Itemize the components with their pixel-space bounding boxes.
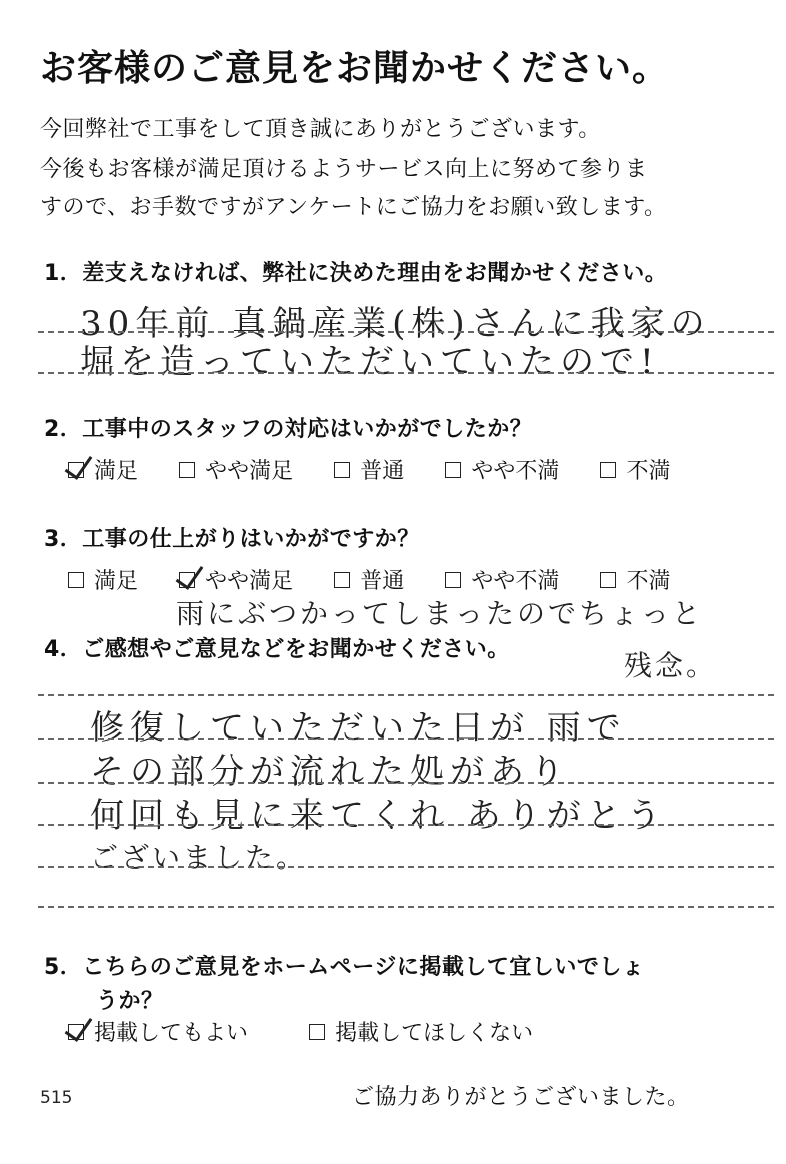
page-title: お客様のご意見をお聞かせください。: [40, 48, 670, 89]
question-3-margin-note-line-1: 雨にぶつかってしまったのでちょっと: [176, 597, 704, 630]
q3-option-somewhat-dissatisfied[interactable]: [445, 564, 559, 595]
checkbox[interactable]: [445, 462, 461, 478]
q3-option-dissatisfied[interactable]: [600, 564, 670, 595]
q5-option-allow[interactable]: [68, 1016, 248, 1047]
question-2-options: [68, 454, 670, 485]
answer-line-divider: [38, 694, 774, 696]
q5-option-disallow[interactable]: [309, 1016, 533, 1047]
question-2-label: 2．工事中のスタッフの対応はいかがでしたか？: [44, 417, 533, 442]
option-label: 掲載してほしくない: [335, 1021, 534, 1046]
q2-option-somewhat-satisfied[interactable]: [179, 454, 293, 485]
checkbox[interactable]: [334, 572, 350, 588]
answer-line-divider: [38, 906, 774, 908]
q3-option-satisfied[interactable]: [68, 564, 138, 595]
question-4-answer-line-1: 修復していただいた日が 雨で: [90, 708, 627, 748]
answer-line-divider: [38, 331, 774, 333]
question-1-label: 1．差支えなければ、弊社に決めた理由をお聞かせください。: [44, 261, 668, 286]
question-5-label-line-1: 5．こちらのご意見をホームページに掲載して宜しいでしょ: [44, 955, 645, 980]
checkbox[interactable]: [334, 462, 350, 478]
answer-line-divider: [38, 824, 774, 826]
answer-line-divider: [38, 738, 774, 740]
option-label: 不満: [626, 569, 671, 594]
checkbox-checked[interactable]: [68, 462, 84, 478]
q2-option-neutral[interactable]: [334, 454, 404, 485]
q2-option-dissatisfied[interactable]: [600, 454, 670, 485]
answer-line-divider: [38, 372, 774, 374]
question-4-answer-line-4: ございました。: [90, 841, 308, 874]
checkbox[interactable]: [68, 572, 84, 588]
option-label: 掲載してもよい: [94, 1021, 249, 1046]
checkbox-checked[interactable]: [179, 572, 195, 588]
intro-line-2: 今後もお客様が満足頂けるようサービス向上に努めて参りま: [40, 157, 648, 182]
question-5-label-line-2: うか？: [96, 989, 164, 1014]
question-3-options: [68, 564, 670, 595]
option-label: やや不満: [471, 569, 560, 594]
page-number: 515: [40, 1088, 73, 1108]
q2-option-somewhat-dissatisfied[interactable]: [445, 454, 559, 485]
option-label: 満足: [94, 569, 139, 594]
checkbox[interactable]: [600, 572, 616, 588]
answer-line-divider: [38, 866, 774, 868]
checkbox[interactable]: [179, 462, 195, 478]
question-4-label: 4．ご感想やご意見などをお聞かせください。: [44, 637, 510, 662]
q3-option-somewhat-satisfied[interactable]: [179, 564, 293, 595]
checkbox[interactable]: [600, 462, 616, 478]
option-label: やや満足: [205, 569, 294, 594]
question-3-margin-note-line-2: 残念。: [624, 649, 718, 682]
option-label: 満足: [94, 459, 139, 484]
option-label: 不満: [626, 459, 671, 484]
intro-line-3: すので、お手数ですがアンケートにご協力をお願い致します。: [40, 195, 667, 220]
question-1-answer-line-2: 堀を造っていただいていたので!: [80, 342, 660, 382]
question-3-label: 3．工事の仕上がりはいかがですか？: [44, 527, 420, 552]
option-label: やや満足: [205, 459, 294, 484]
checkbox-checked[interactable]: [68, 1024, 84, 1040]
option-label: 普通: [360, 459, 405, 484]
checkbox[interactable]: [309, 1024, 325, 1040]
thanks-message: ご協力ありがとうございました。: [352, 1085, 690, 1110]
checkbox[interactable]: [445, 572, 461, 588]
option-label: 普通: [360, 569, 405, 594]
q2-option-satisfied[interactable]: [68, 454, 138, 485]
intro-line-1: 今回弊社で工事をして頂き誠にありがとうございます。: [40, 117, 601, 142]
question-4-answer-line-2: その部分が流れた処があり: [90, 752, 570, 792]
q3-option-neutral[interactable]: [334, 564, 404, 595]
answer-line-divider: [38, 782, 774, 784]
question-4-answer-line-3: 何回も見に来てくれ ありがとう: [90, 796, 667, 836]
question-5-options: [68, 1016, 533, 1047]
question-1-answer-line-1: 30年前 真鍋産業(株)さんに我家の: [80, 304, 711, 344]
option-label: やや不満: [471, 459, 560, 484]
